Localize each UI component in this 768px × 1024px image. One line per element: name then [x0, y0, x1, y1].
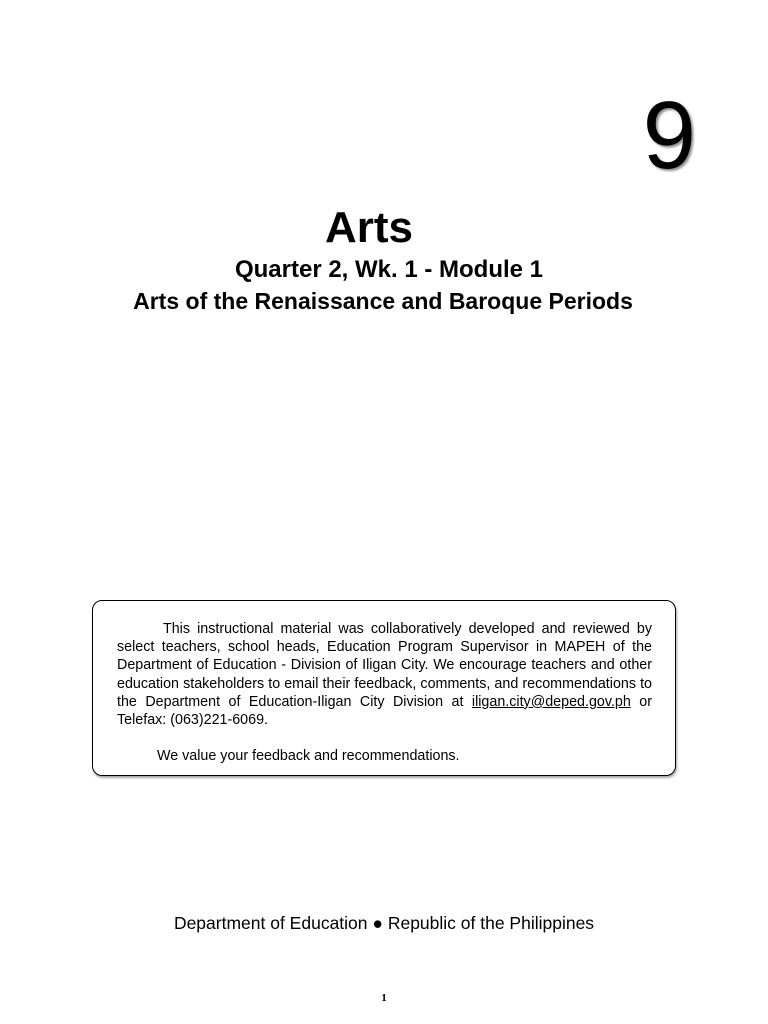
notice-text: This instructional material was collaboratively developed and reviewed by select teachers, school heads, Education Program Supervisor in MAPEH of the Department of Education - Division of Iligan City. We encourage teachers and other education stakeholders to email their feedback, comments, and recommendations to the Department of Education-Iligan City Division at — [117, 621, 652, 710]
notice-telefax: or Telefax: (063)221-6069. — [117, 693, 652, 729]
notice-feedback-line: We value your feedback and recommendations. — [157, 748, 460, 764]
notice-paragraph — [117, 620, 652, 729]
page-number: 1 — [381, 992, 387, 1004]
notice-box — [92, 600, 676, 776]
subject-title: Arts — [324, 203, 414, 252]
footer-department: Department of Education ● Republic of the Philippines — [173, 913, 595, 933]
module-title: Arts of the Renaissance and Baroque Periods — [133, 288, 633, 314]
quarter-week-module: Quarter 2, Wk. 1 - Module 1 — [234, 256, 544, 283]
grade-number: 9 — [642, 82, 696, 189]
email-link[interactable]: iligan.city@deped.gov.ph — [471, 693, 631, 710]
